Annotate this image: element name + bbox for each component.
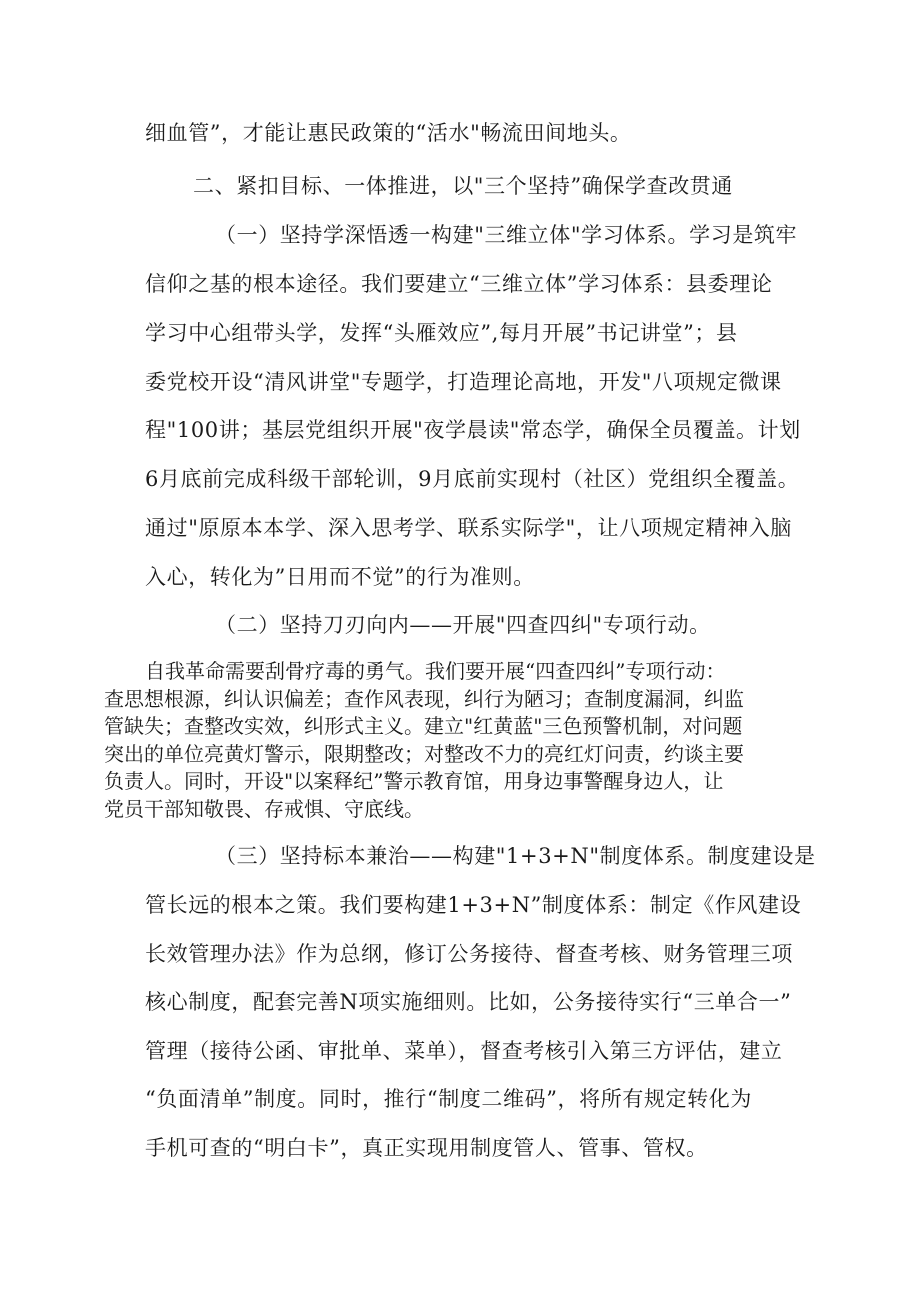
- paragraph-line: （一）坚持学深悟透一构建"三维立体"学习体系。学习是筑牢: [215, 223, 798, 247]
- section-two-heading: 二、紧扣目标、一体推进，以"三个坚持”确保学查改贯通: [193, 174, 733, 198]
- paragraph-line: 管理（接待公函、审批单、菜单），督查考核引入第三方评估，建立: [145, 1039, 783, 1063]
- paragraph-line: 6月底前完成科级干部轮训，9月底前实现村（社区）党组织全覆盖。: [145, 467, 800, 491]
- paragraph-line: 自我革命需要刮骨疗毒的勇气。我们要开展“四查四纠”专项行动：: [145, 659, 726, 683]
- paragraph-line: 学习中心组带头学，发挥“头雁效应”,每月开展”书记讲堂”；县: [145, 321, 738, 345]
- paragraph-line: 突出的单位亮黄灯警示，限期整改；对整改不力的亮红灯问责，约谈主要: [104, 742, 744, 766]
- paragraph-line: 程"100讲；基层党组织开展"夜学晨读"常态学，确保全员覆盖。计划: [145, 418, 801, 442]
- paragraph-line: 长效管理办法》作为总纲，修订公务接待、督查考核、财务管理三项: [145, 942, 793, 966]
- paragraph-line: “负面清单”制度。同时，推行“制度二维码”，将所有规定转化为: [145, 1087, 752, 1111]
- paragraph-line: 入心，转化为”日用而不觉”的行为准则。: [145, 565, 535, 589]
- paragraph-line: 查思想根源，纠认识偏差；查作风表现，纠行为陋习；查制度漏洞，纠监: [104, 687, 744, 711]
- paragraph-line: 手机可查的“明白卡”，真正实现用制度管人、管事、管权。: [145, 1136, 708, 1160]
- part-two-heading: （二）坚持刀刃向内——开展"四查四纠"专项行动。: [215, 613, 711, 637]
- opening-line: 细血管”，才能让惠民政策的“活水"畅流田间地头。: [145, 121, 632, 145]
- paragraph-line: 党员干部知敬畏、存戒惧、守底线。: [104, 797, 424, 821]
- paragraph-line: 管缺失；查整改实效，纠形式主义。建立"红黄蓝"三色预警机制，对问题: [104, 714, 743, 738]
- paragraph-line: 通过"原原本本学、深入思考学、联系实际学"，让八项规定精神入脑: [145, 516, 792, 540]
- paragraph-line: 信仰之基的根本途径。我们要建立“三维立体”学习体系：县委理论: [145, 272, 773, 296]
- paragraph-line: （三）坚持标本兼治——构建"1+3+N"制度体系。制度建设是: [215, 844, 816, 868]
- paragraph-line: 委党校开设“清风讲堂"专题学，打造理论高地，开发"八项规定微课: [145, 370, 782, 394]
- paragraph-line: 负责人。同时，开设"以案释纪”警示教育馆，用身边事警醒身边人，让: [104, 769, 724, 793]
- paragraph-line: 管长远的根本之策。我们要构建1+3+N”制度体系：制定《作风建设: [145, 893, 802, 917]
- paragraph-line: 核心制度，配套完善N项实施细则。比如，公务接待实行“三单合一”: [145, 990, 792, 1014]
